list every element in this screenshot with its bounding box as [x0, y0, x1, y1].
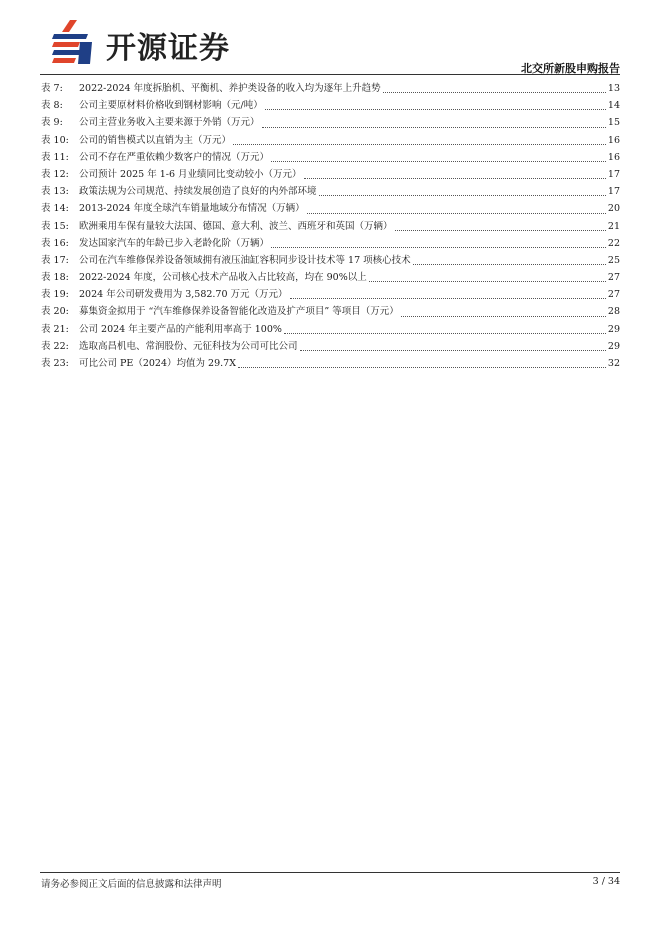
- toc-dot-leader: [413, 264, 606, 265]
- toc-entry-label: 表 15:: [41, 220, 69, 232]
- toc-dot-leader: [319, 195, 606, 196]
- toc-entry-title[interactable]: 2022-2024 年度拆胎机、平衡机、养护类设备的收入均为逐年上升趋势: [79, 83, 381, 94]
- toc-entry-title[interactable]: 公司主营业务收入主要来源于外销（万元）: [79, 117, 260, 129]
- toc-entry-label: 表 10:: [41, 134, 69, 146]
- toc-entry[interactable]: [41, 166, 620, 183]
- toc-entry-label: 表 12:: [41, 168, 69, 180]
- toc-entry-page[interactable]: 22: [607, 237, 620, 249]
- toc-entry-title[interactable]: 公司在汽车维修保养设备领域拥有液压油缸容积同步设计技术等 17 项核心技术: [79, 254, 411, 266]
- toc-entry-page[interactable]: 20: [607, 203, 620, 215]
- toc-entry-title[interactable]: 2024 年公司研发费用为 3,582.70 万元（万元）: [79, 289, 288, 301]
- toc-dot-leader: [300, 350, 606, 351]
- footer-divider: [40, 872, 620, 873]
- toc-entry[interactable]: [41, 80, 620, 97]
- toc-entry-title[interactable]: 欧洲乘用车保有量较大法国、德国、意大利、波兰、西班牙和英国（万辆）: [79, 220, 393, 232]
- toc-entry-label: 表 17:: [41, 254, 69, 266]
- toc-entry-label: 表 14:: [41, 203, 69, 215]
- toc-entry-label: 表 21:: [41, 323, 69, 335]
- toc-entry-page[interactable]: 15: [607, 117, 620, 129]
- toc-entry-page[interactable]: 13: [607, 83, 620, 94]
- toc-entry-label: 表 19:: [41, 289, 69, 301]
- toc-dot-leader: [290, 298, 606, 299]
- toc-dot-leader: [304, 178, 606, 179]
- toc-entry[interactable]: [41, 132, 620, 149]
- toc-entry-label: 表 13:: [41, 186, 69, 198]
- toc-entry-label: 表 20:: [41, 306, 69, 318]
- toc-entry[interactable]: [41, 218, 620, 235]
- logo-text: 开源证券: [106, 31, 230, 66]
- toc-entry-title[interactable]: 2022-2024 年度，公司核心技术产品收入占比较高，均在 90%以上: [79, 272, 367, 284]
- toc-entry-page[interactable]: 27: [607, 272, 620, 284]
- toc-dot-leader: [271, 247, 606, 248]
- toc-entry-page[interactable]: 17: [607, 186, 620, 198]
- toc-entry[interactable]: [41, 269, 620, 286]
- toc-dot-leader: [238, 367, 606, 368]
- toc-entry[interactable]: [41, 114, 620, 131]
- toc-entry-title[interactable]: 发达国家汽车的年龄已步入老龄化阶（万辆）: [79, 237, 270, 249]
- table-of-figures: [41, 80, 620, 372]
- toc-entry[interactable]: [41, 200, 620, 217]
- report-type-label: 北交所新股申购报告: [521, 62, 620, 75]
- toc-dot-leader: [233, 144, 606, 145]
- toc-entry-title[interactable]: 公司预计 2025 年 1-6 月业绩同比变动较小（万元）: [79, 168, 302, 180]
- toc-entry-page[interactable]: 17: [607, 168, 620, 180]
- toc-entry-label: 表 16:: [41, 237, 69, 249]
- toc-entry[interactable]: [41, 97, 620, 114]
- toc-entry-page[interactable]: 25: [607, 254, 620, 266]
- toc-dot-leader: [262, 127, 606, 128]
- toc-entry[interactable]: [41, 235, 620, 252]
- toc-entry[interactable]: [41, 303, 620, 320]
- toc-entry-page[interactable]: 16: [607, 134, 620, 146]
- toc-dot-leader: [401, 316, 606, 317]
- kaiyuan-logo-icon: [50, 18, 94, 66]
- toc-entry-title[interactable]: 公司主要原材料价格收到钢材影响（元/吨）: [79, 100, 263, 112]
- toc-entry[interactable]: [41, 321, 620, 338]
- toc-entry-label: 表 22:: [41, 340, 69, 352]
- toc-entry-title[interactable]: 2013-2024 年度全球汽车销量地域分布情况（万辆）: [79, 203, 305, 215]
- toc-entry[interactable]: [41, 183, 620, 200]
- toc-entry-label: 表 7:: [41, 83, 63, 94]
- page-header: [0, 0, 662, 80]
- toc-entry[interactable]: [41, 286, 620, 303]
- toc-entry-title[interactable]: 公司 2024 年主要产品的产能利用率高于 100%: [79, 323, 282, 335]
- toc-dot-leader: [395, 230, 606, 231]
- toc-entry-page[interactable]: 21: [607, 220, 620, 232]
- toc-dot-leader: [284, 333, 606, 334]
- toc-entry-title[interactable]: 可比公司 PE（2024）均值为 29.7X: [79, 358, 236, 369]
- toc-entry[interactable]: [41, 252, 620, 269]
- toc-entry-page[interactable]: 14: [607, 100, 620, 112]
- toc-entry-page[interactable]: 29: [607, 323, 620, 335]
- toc-entry-page[interactable]: 27: [607, 289, 620, 301]
- toc-entry-page[interactable]: 29: [607, 340, 620, 352]
- toc-entry[interactable]: [41, 355, 620, 372]
- company-logo: [50, 18, 260, 66]
- header-divider: [40, 74, 620, 75]
- toc-dot-leader: [383, 92, 606, 93]
- toc-entry[interactable]: [41, 149, 620, 166]
- toc-entry-page[interactable]: 32: [607, 358, 620, 369]
- toc-entry-label: 表 9:: [41, 117, 63, 129]
- toc-dot-leader: [271, 161, 606, 162]
- toc-entry-label: 表 8:: [41, 100, 63, 112]
- toc-entry-title[interactable]: 公司不存在严重依赖少数客户的情况（万元）: [79, 151, 270, 163]
- toc-entry-label: 表 23:: [41, 358, 69, 369]
- toc-entry-page[interactable]: 28: [607, 306, 620, 318]
- toc-entry[interactable]: [41, 338, 620, 355]
- toc-entry-title[interactable]: 政策法规为公司规范、持续发展创造了良好的内外部环境: [79, 186, 317, 198]
- footer-disclaimer: 请务必参阅正文后面的信息披露和法律声明: [41, 879, 222, 890]
- toc-dot-leader: [265, 109, 606, 110]
- toc-entry-label: 表 18:: [41, 272, 69, 284]
- toc-dot-leader: [307, 213, 606, 214]
- page-number: 3 / 34: [592, 876, 620, 887]
- toc-dot-leader: [369, 281, 606, 282]
- toc-entry-title[interactable]: 公司的销售模式以直销为主（万元）: [79, 134, 232, 146]
- toc-entry-title[interactable]: 选取高昌机电、常润股份、元征科技为公司可比公司: [79, 340, 298, 352]
- toc-entry-label: 表 11:: [41, 151, 69, 163]
- toc-entry-page[interactable]: 16: [607, 151, 620, 163]
- toc-entry-title[interactable]: 募集资金拟用于 “汽车维修保养设备智能化改造及扩产项目” 等项目（万元）: [79, 306, 399, 318]
